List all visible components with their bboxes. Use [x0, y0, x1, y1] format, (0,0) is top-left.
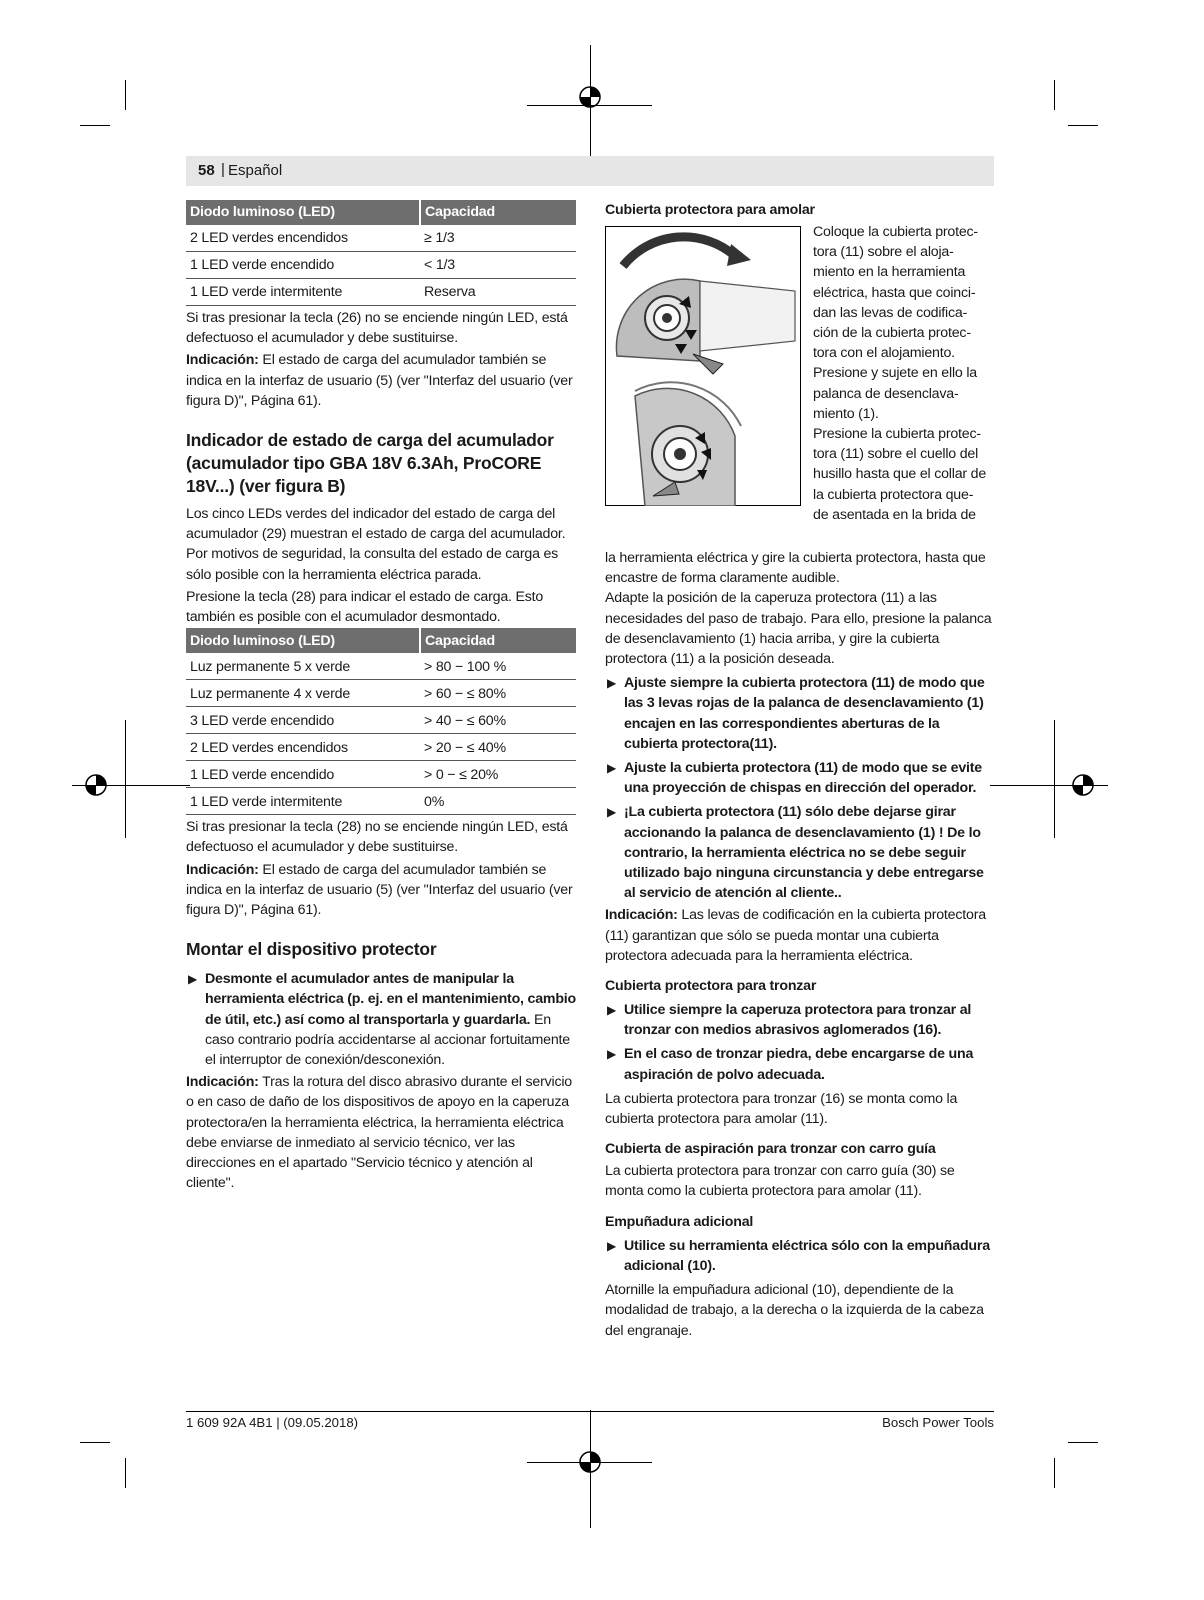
table-row	[186, 680, 576, 707]
table-cell: 2 LED verdes encendidos	[186, 225, 420, 252]
table-cell: > 60 − ≤ 80%	[420, 680, 576, 707]
table-header: Diodo luminoso (LED)	[186, 628, 420, 653]
paragraph: Presione la tecla (28) para indicar el estado de carga. Esto también es posible con el acumulador desmontado.	[186, 588, 544, 626]
text-line: de asentada en la brida de	[813, 506, 976, 523]
warning-bullet	[605, 758, 995, 798]
table-cell: 0%	[420, 788, 576, 815]
text-line: ción de la cubierta protec-	[813, 325, 971, 342]
warning-bullet	[605, 1000, 995, 1040]
footer-brand: Bosch Power Tools	[882, 1415, 994, 1430]
note-text: El estado de carga del acumulador también se indica en la interfaz de usuario (5) (ver "Interfaz del usuario (ver figura D)", Página 61).	[186, 352, 573, 409]
led-table-2	[186, 628, 576, 815]
text-line: tora (11) sobre el aloja-	[813, 244, 954, 261]
text-line: Presione la cubierta protec-	[813, 426, 981, 443]
registration-mark-icon	[578, 1450, 602, 1474]
table-row	[186, 279, 576, 306]
warning-bullet	[605, 1236, 995, 1276]
table-row	[186, 252, 576, 279]
subsection-heading: Cubierta protectora para amolar	[605, 202, 815, 218]
header-separator: |	[221, 161, 225, 178]
paragraph: Los cinco LEDs verdes del indicador del estado de carga del acumulador (29) muestran el estado de carga del acumulador. Por motivos de seguridad, la consulta del estado de carga es sólo posible con la herramienta eléctrica parada.	[186, 506, 566, 583]
table-cell: > 0 − ≤ 20%	[420, 761, 576, 788]
guard-mounting-figure	[605, 226, 801, 506]
text-line: miento (1).	[813, 405, 879, 422]
subsection-heading: Cubierta protectora para tronzar	[605, 978, 817, 995]
page-footer	[186, 1411, 994, 1430]
table-cell: Reserva	[420, 279, 576, 306]
paragraph: La cubierta protectora para tronzar con carro guía (30) se monta como la cubierta protectora para amolar (11).	[605, 1163, 955, 1200]
right-column	[605, 200, 995, 1341]
table-row	[186, 653, 576, 680]
paragraph: La cubierta protectora para tronzar (16) se monta como la cubierta protectora para amolar (11).	[605, 1090, 958, 1128]
note-label: Indicación:	[605, 907, 678, 924]
bullet-bold-text: Desmonte el acumulador antes de manipular la herramienta eléctrica (p. ej. en el mantenimiento, cambio de útil, etc.) así como al transportarla y guardarla.	[205, 971, 576, 1028]
crop-mark	[1054, 80, 1055, 110]
table-row	[186, 707, 576, 734]
bullet-triangle-icon: ▶	[607, 1003, 617, 1018]
bullet-text: En caso contrario podría accidentarse al accionar fortuitamente el interruptor de conexión/desconexión.	[205, 1011, 570, 1069]
bullet-bold-text: Ajuste siempre la cubierta protectora (11) de modo que las 3 levas rojas de la palanca de desenclavamiento (1) encajen en las correspondientes aberturas de la cubierta protectora(11).	[624, 675, 985, 752]
table-cell: 3 LED verde encendido	[186, 707, 420, 734]
subsection-heading: Cubierta de aspiración para tronzar con carro guía	[605, 1141, 936, 1158]
table-cell: Luz permanente 5 x verde	[186, 653, 420, 680]
warning-bullet	[605, 673, 995, 754]
table-cell: > 40 − ≤ 60%	[420, 707, 576, 734]
table-cell: 1 LED verde encendido	[186, 761, 420, 788]
registration-line	[1054, 720, 1055, 838]
table-header: Capacidad	[420, 628, 576, 653]
crop-mark	[80, 1442, 110, 1443]
bullet-triangle-icon: ▶	[607, 805, 617, 820]
text-line: Presione y sujete en ello la	[813, 365, 977, 382]
subsection-heading: Empuñadura adicional	[605, 1213, 754, 1230]
note-text: Las levas de codificación en la cubierta protectora (11) garantizan que sólo se pueda montar una cubierta protectora adecuada para la herramienta eléctrica.	[605, 907, 986, 964]
registration-mark-icon	[578, 85, 602, 109]
bullet-triangle-icon: ▶	[188, 972, 198, 987]
text-line: la cubierta protectora que-	[813, 486, 974, 503]
text-line: Coloque la cubierta protec-	[813, 224, 978, 240]
bullet-triangle-icon: ▶	[607, 676, 617, 691]
table-cell: > 20 − ≤ 40%	[420, 734, 576, 761]
registration-line	[125, 720, 126, 838]
table-cell: 1 LED verde intermitente	[186, 279, 420, 306]
paragraph: Si tras presionar la tecla (26) no se enciende ningún LED, está defectuoso el acumulador y debe sustituirse.	[186, 310, 568, 347]
note-text: Tras la rotura del disco abrasivo durante el servicio o en caso de daño de los dispositivos de apoyo en la caperuza protectora/en la herramienta eléctrica, la herramienta eléctrica debe enviarse de inmediato al servicio técnico, ver las direcciones en el apartado "Servicio técnico y atención al cliente".	[186, 1074, 572, 1192]
text-line: palanca de desenclava-	[813, 385, 959, 402]
footer-doc-id: 1 609 92A 4B1 | (09.05.2018)	[186, 1415, 359, 1430]
text-line: husillo hasta que el collar de	[813, 466, 987, 483]
bullet-bold-text: ¡La cubierta protectora (11) sólo debe dejarse girar accionando la palanca de desenclavamiento (1) ! De lo contrario, la herramienta eléctrica no se debe seguir utilizado bajo ninguna circunstancia y debe entregarse al servicio de atención al cliente..	[624, 804, 984, 902]
note-paragraph	[605, 905, 995, 966]
table-cell: > 80 − 100 %	[420, 653, 576, 680]
note-paragraph	[186, 860, 576, 921]
section-heading: Indicador de estado de carga del acumulador (acumulador tipo GBA 18V 6.3Ah, ProCORE 18V...) (ver figura B)	[186, 430, 554, 497]
table-row	[186, 761, 576, 788]
table-row	[186, 788, 576, 815]
left-column	[186, 200, 576, 1193]
note-label: Indicación:	[186, 861, 259, 878]
table-cell: ≥ 1/3	[420, 225, 576, 252]
text-line: dan las levas de codifica-	[813, 304, 968, 321]
paragraph: Si tras presionar la tecla (28) no se enciende ningún LED, está defectuoso el acumulador y debe sustituirse.	[186, 819, 568, 856]
led-table-1	[186, 200, 576, 306]
registration-mark-icon	[84, 773, 108, 797]
page-header	[186, 156, 994, 186]
note-paragraph	[186, 1072, 576, 1193]
table-cell: Luz permanente 4 x verde	[186, 680, 420, 707]
bullet-bold-text: Utilice su herramienta eléctrica sólo con la empuñadura adicional (10).	[624, 1237, 990, 1274]
figure-side-text	[813, 222, 999, 525]
text-line: tora con el alojamiento.	[813, 345, 955, 362]
paragraph: Atornille la empuñadura adicional (10), dependiente de la modalidad de trabajo, a la derecha o la izquierda de la cabeza del engranaje.	[605, 1282, 984, 1339]
table-cell: 1 LED verde intermitente	[186, 788, 420, 815]
text-line: tora (11) sobre el cuello del	[813, 446, 979, 463]
crop-mark	[1068, 1442, 1098, 1443]
table-row	[186, 225, 576, 252]
bullet-bold-text: Ajuste la cubierta protectora (11) de modo que se evite una proyección de chispas en dirección del operador.	[624, 760, 982, 797]
crop-mark	[125, 1458, 126, 1488]
paragraph: Adapte la posición de la caperuza protectora (11) a las necesidades del paso de trabajo. Para ello, presione la palanca de desenclavamiento (1) hacia arriba, y gire la cubierta protectora (11) a la posición deseada.	[605, 590, 992, 668]
bullet-triangle-icon: ▶	[607, 761, 617, 776]
note-paragraph	[186, 350, 576, 411]
bullet-triangle-icon: ▶	[607, 1047, 617, 1062]
bullet-bold-text: Utilice siempre la caperuza protectora para tronzar al tronzar con medios abrasivos aglomerados (16).	[624, 1002, 972, 1039]
section-heading: Montar el dispositivo protector	[186, 939, 437, 960]
bullet-triangle-icon: ▶	[607, 1238, 617, 1253]
crop-mark	[80, 125, 110, 126]
table-header: Diodo luminoso (LED)	[186, 200, 420, 225]
note-label: Indicación:	[186, 1074, 259, 1091]
text-line: miento en la herramienta	[813, 264, 966, 281]
text-line: eléctrica, hasta que coinci-	[813, 284, 976, 301]
crop-mark	[125, 80, 126, 110]
warning-bullet	[605, 1044, 995, 1084]
table-cell: < 1/3	[420, 252, 576, 279]
warning-bullet	[186, 969, 576, 1070]
paragraph: la herramienta eléctrica y gire la cubierta protectora, hasta que encastre de forma claramente audible.	[605, 550, 986, 587]
table-cell: 2 LED verdes encendidos	[186, 734, 420, 761]
crop-mark	[1054, 1458, 1055, 1488]
bullet-bold-text: En el caso de tronzar piedra, debe encargarse de una aspiración de polvo adecuada.	[624, 1046, 974, 1083]
crop-mark	[1068, 125, 1098, 126]
registration-mark-icon	[1071, 773, 1095, 797]
note-label: Indicación:	[186, 352, 259, 369]
page-number: 58	[198, 162, 215, 179]
warning-bullet	[605, 802, 995, 903]
table-header: Capacidad	[420, 200, 576, 225]
table-cell: 1 LED verde encendido	[186, 252, 420, 279]
header-language: Español	[228, 162, 283, 179]
figure-block	[605, 226, 995, 534]
table-row	[186, 734, 576, 761]
note-text: El estado de carga del acumulador también se indica en la interfaz de usuario (5) (ver "Interfaz del usuario (ver figura D)", Página 61).	[186, 861, 573, 919]
